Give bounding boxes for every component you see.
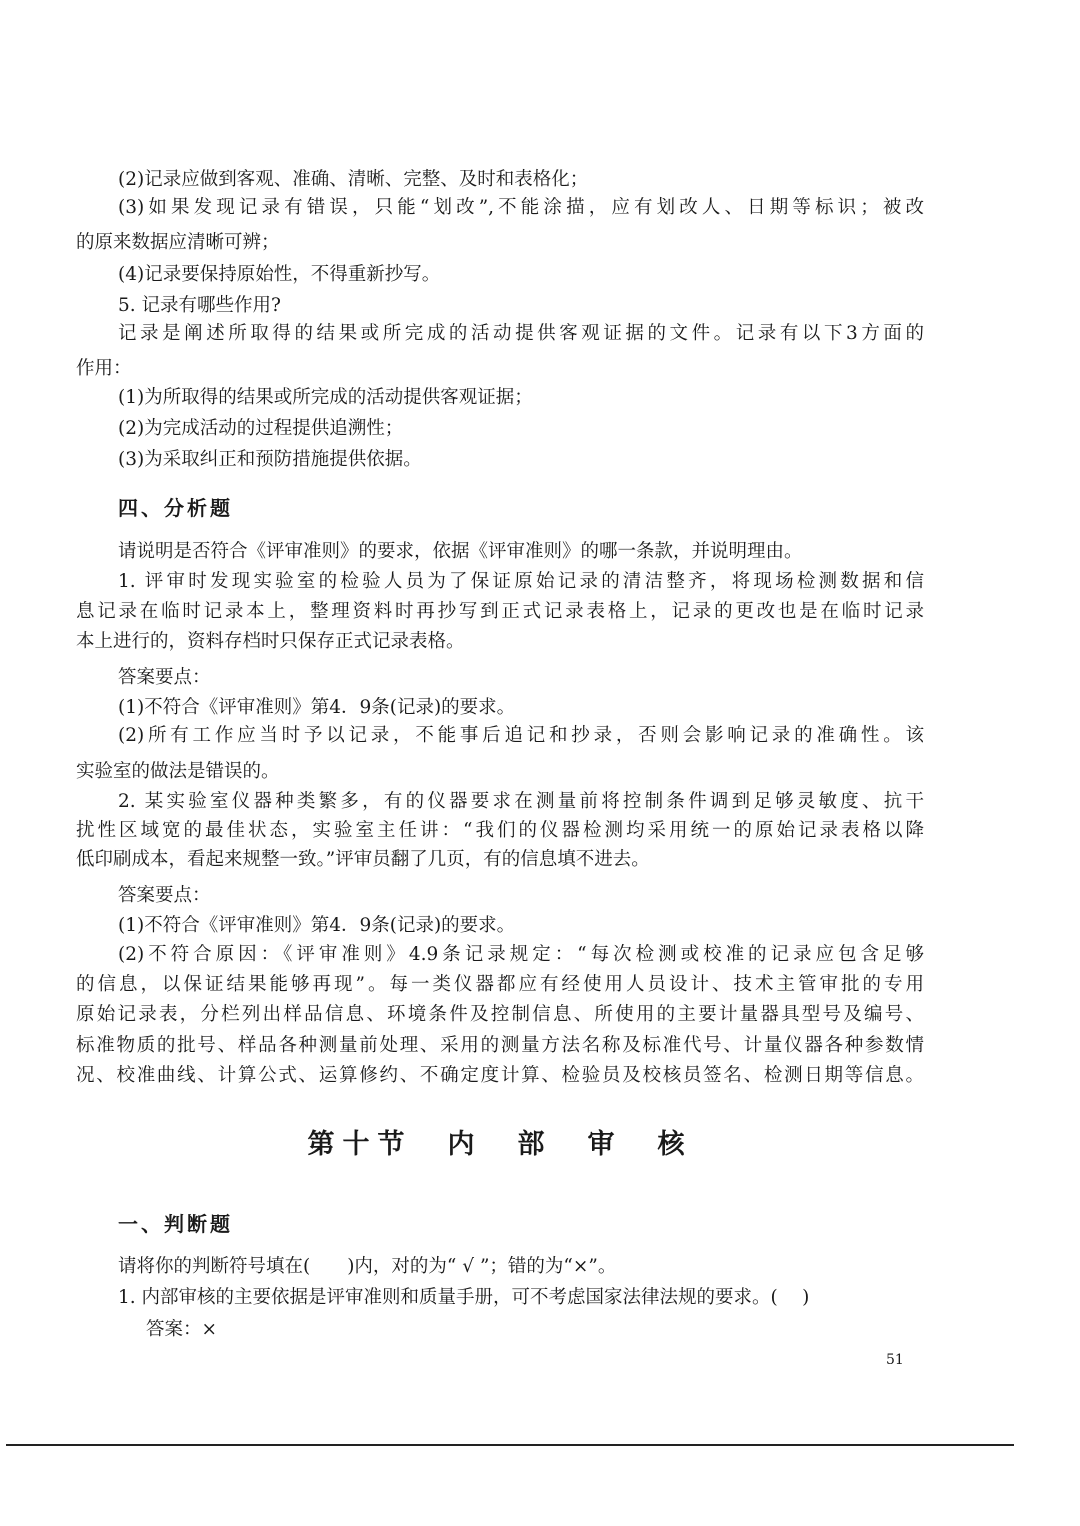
requirement-item-4: (4)记录要保持原始性，不得重新抄写。 bbox=[118, 264, 441, 285]
case-2-answer-1: (1)不符合《评审准则》第4．9条(记录)的要求。 bbox=[118, 915, 516, 936]
requirement-item-2: (2)记录应做到客观、准确、清晰、完整、及时和表格化； bbox=[118, 169, 589, 190]
case-2-line-3: 低印刷成本，看起来规整一致。”评审员翻了几页，有的信息填不进去。 bbox=[76, 849, 650, 870]
case-2-answer-2-line-1: (2)不符合原因：《评审准则》4.9条记录规定：“每次检测或校准的记录应包含足够 bbox=[118, 944, 924, 965]
question-5-answer-line-1: 记录是阐述所取得的结果或所完成的活动提供客观证据的文件。记录有以下3方面的 bbox=[118, 323, 924, 344]
case-1-line-2: 息记录在临时记录本上，整理资料时再抄写到正式记录表格上，记录的更改也是在临时记录 bbox=[76, 601, 924, 622]
analysis-heading: 四、分析题 bbox=[118, 496, 233, 520]
case-2-answer-2-line-2: 的信息，以保证结果能够再现”。每一类仪器都应有经使用人员设计、技术主管审批的专用 bbox=[76, 974, 924, 995]
case-2-answer-label: 答案要点： bbox=[118, 885, 211, 906]
requirement-item-3-line-2: 的原来数据应清晰可辨； bbox=[76, 232, 280, 253]
section-title: 第十节 内 部 审 核 bbox=[307, 1129, 693, 1160]
case-1-answer-2-line-2: 实验室的做法是错误的。 bbox=[76, 761, 280, 782]
case-1-answer-label: 答案要点： bbox=[118, 667, 211, 688]
case-2-line-2: 扰性区域宽的最佳状态，实验室主任讲：“我们的仪器检测均采用统一的原始记录表格以降 bbox=[76, 820, 924, 841]
requirement-item-3-line-1: (3)如果发现记录有错误，只能“划改”,不能涂描，应有划改人、日期等标识；被改 bbox=[118, 197, 924, 218]
footer-rule bbox=[6, 1444, 1014, 1446]
question-5-item-1: (1)为所取得的结果或所完成的活动提供客观证据； bbox=[118, 387, 533, 408]
page-number: 51 bbox=[886, 1352, 904, 1368]
judgment-question-1: 1. 内部审核的主要依据是评审准则和质量手册，可不考虑国家法律法规的要求。( ) bbox=[118, 1287, 810, 1308]
judgment-heading: 一、判断题 bbox=[118, 1212, 233, 1236]
case-2-answer-2-line-4: 标准物质的批号、样品各种测量前处理、采用的测量方法名称及标准代号、计量仪器各种参数情 bbox=[76, 1035, 924, 1056]
case-1-answer-2-line-1: (2)所有工作应当时予以记录，不能事后追记和抄录，否则会影响记录的准确性。该 bbox=[118, 725, 924, 746]
question-5-title: 5. 记录有哪些作用? bbox=[118, 295, 281, 316]
case-1-line-1: 1. 评审时发现实验室的检验人员为了保证原始记录的清洁整齐，将现场检测数据和信 bbox=[118, 571, 924, 592]
case-2-answer-2-line-5: 况、校准曲线、计算公式、运算修约、不确定度计算、检验员及校核员签名、检测日期等信息。 bbox=[76, 1065, 924, 1086]
question-5-item-2: (2)为完成活动的过程提供追溯性； bbox=[118, 418, 404, 439]
analysis-intro: 请说明是否符合《评审准则》的要求，依据《评审准则》的哪一条款，并说明理由。 bbox=[118, 541, 803, 562]
case-2-answer-2-line-3: 原始记录表，分栏列出样品信息、环境条件及控制信息、所使用的主要计量器具型号及编号、 bbox=[76, 1004, 924, 1025]
question-5-item-3: (3)为采取纠正和预防措施提供依据。 bbox=[118, 449, 422, 470]
judgment-instruction: 请将你的判断符号填在( )内，对的为“ √ ”；错的为“×”。 bbox=[118, 1256, 617, 1277]
question-5-answer-line-2: 作用： bbox=[76, 358, 132, 379]
case-1-line-3: 本上进行的，资料存档时只保存正式记录表格。 bbox=[76, 631, 465, 652]
case-1-answer-1: (1)不符合《评审准则》第4．9条(记录)的要求。 bbox=[118, 697, 516, 718]
judgment-question-1-answer: 答案：× bbox=[146, 1319, 218, 1340]
case-2-line-1: 2. 某实验室仪器种类繁多，有的仪器要求在测量前将控制条件调到足够灵敏度、抗干 bbox=[118, 791, 924, 812]
